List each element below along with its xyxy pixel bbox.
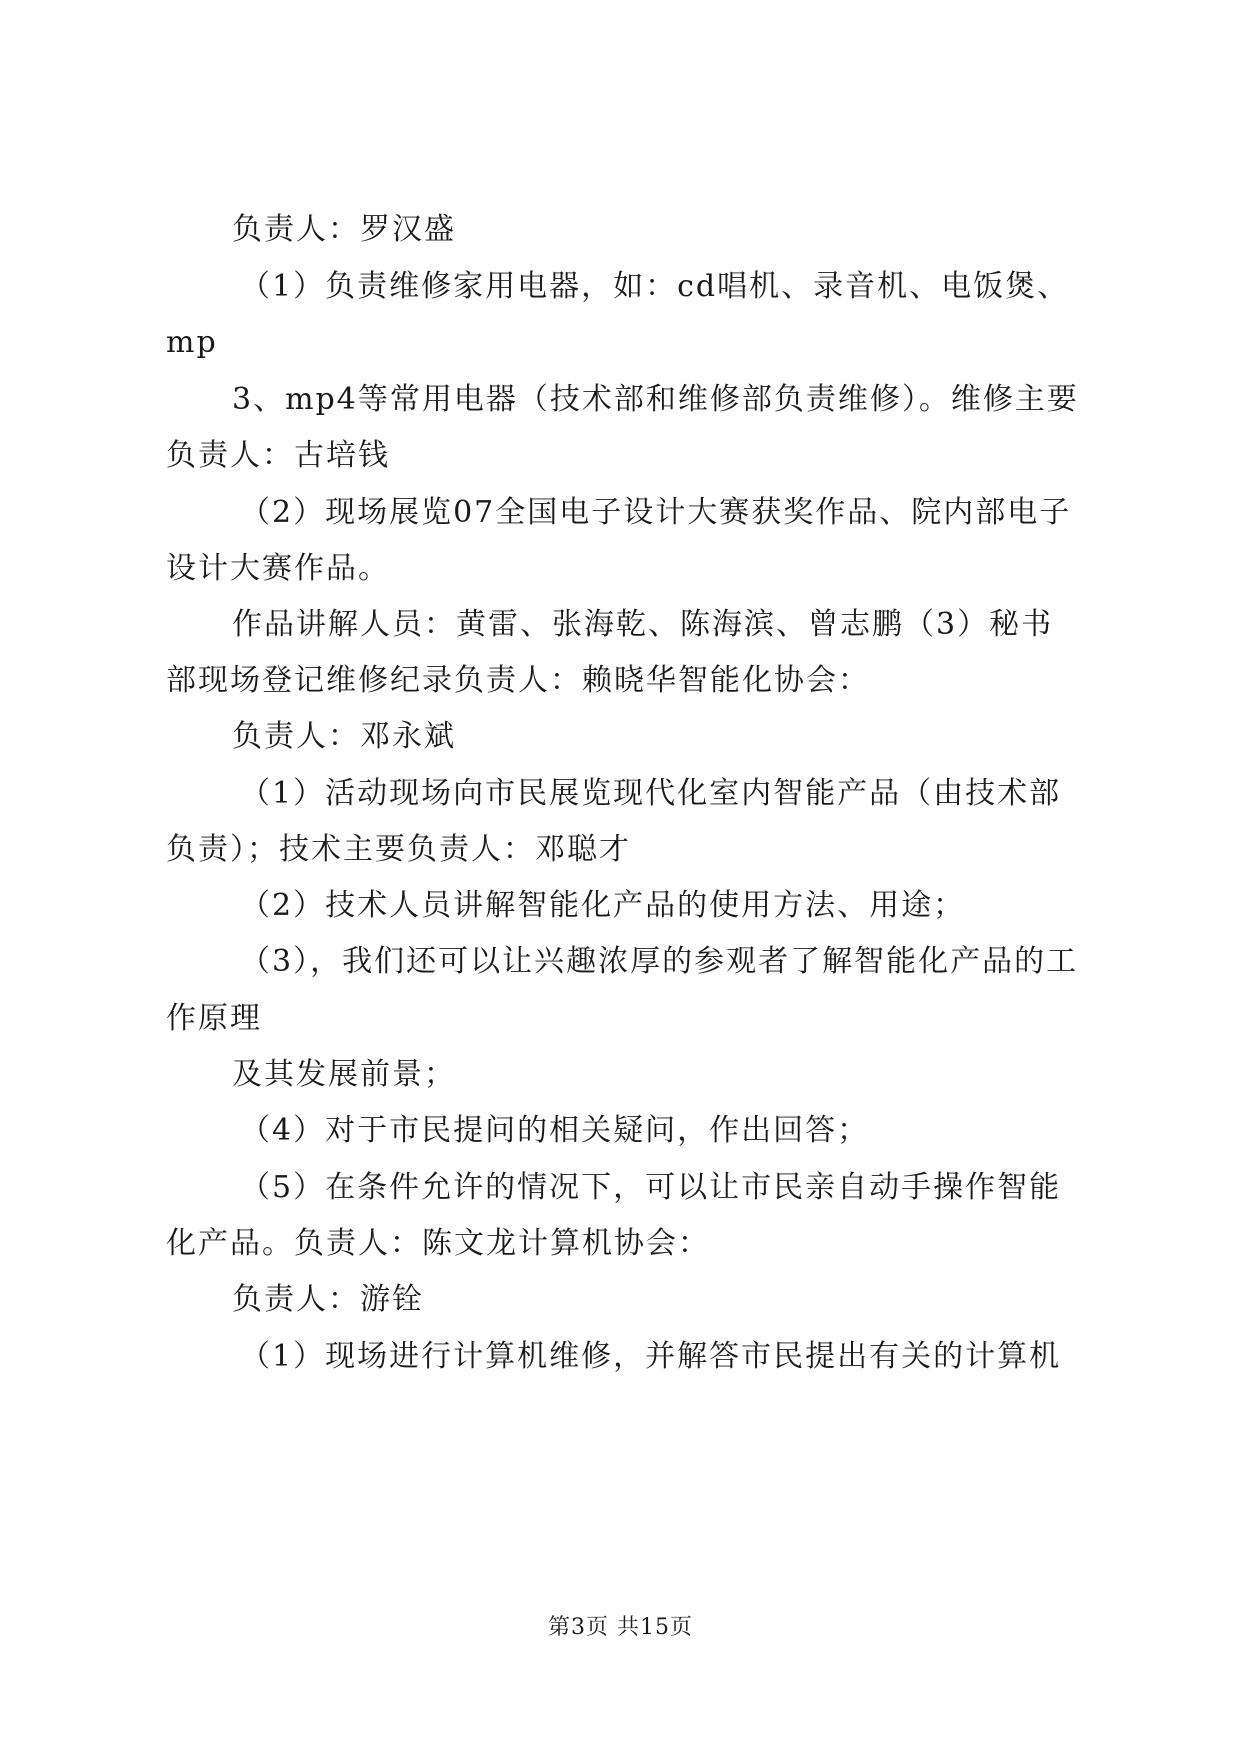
text-line: mp xyxy=(166,325,218,360)
text-line: 部现场登记维修纪录负责人：赖晓华智能化协会： xyxy=(166,663,870,698)
text-line: （1）活动现场向市民展览现代化室内智能产品（由技术部 xyxy=(240,776,1062,811)
text-line: （1）现场进行计算机维修，并解答市民提出有关的计算机 xyxy=(240,1339,1062,1374)
text-line: 负责人：罗汉盛 xyxy=(232,212,456,247)
text-line: （2）现场展览07全国电子设计大赛获奖作品、院内部电子 xyxy=(240,495,1072,530)
text-line: 负责）；技术主要负责人：邓聪才 xyxy=(166,832,631,867)
text-line: 作原理 xyxy=(166,1001,262,1036)
page-number-footer: 第3页 共15页 xyxy=(548,1615,693,1640)
text-line: 作品讲解人员：黄雷、张海乾、陈海滨、曾志鹏（3）秘书 xyxy=(232,607,1054,642)
text-line: （5）在条件允许的情况下，可以让市民亲自动手操作智能 xyxy=(240,1170,1062,1205)
text-line: 3、mp4等常用电器（技术部和维修部负责维修）。维修主要 xyxy=(232,382,1079,417)
text-line: 及其发展前景； xyxy=(232,1057,456,1092)
text-line: 化产品。负责人：陈文龙计算机协会： xyxy=(166,1226,710,1261)
text-line: （3），我们还可以让兴趣浓厚的参观者了解智能化产品的工 xyxy=(240,944,1079,979)
text-line: （1）负责维修家用电器，如：cd唱机、录音机、电饭煲、 xyxy=(240,269,1070,304)
text-line: 负责人：邓永斌 xyxy=(232,719,456,754)
text-line: （4）对于市民提问的相关疑问，作出回答； xyxy=(240,1113,870,1148)
text-line: （2）技术人员讲解智能化产品的使用方法、用途； xyxy=(240,888,966,923)
text-line: 设计大赛作品。 xyxy=(166,551,390,586)
text-line: 负责人：游铨 xyxy=(232,1282,424,1317)
text-line: 负责人：古培钱 xyxy=(166,438,390,473)
